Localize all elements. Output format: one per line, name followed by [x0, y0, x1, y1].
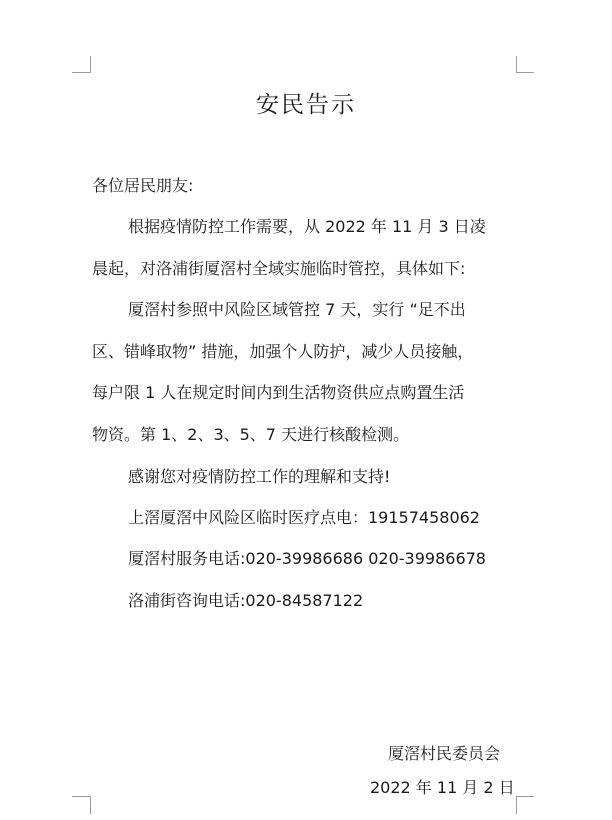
paragraph-2-line-1: 厦滘村参照中风险区域管控 7 天，实行 “足不出 — [128, 300, 466, 319]
page-title: 安民告示 — [256, 92, 356, 118]
signature-date: 2022 年 11 月 2 日 — [370, 778, 515, 797]
village-phone-line: 厦滘村服务电话:020-39986686 020-39986678 — [128, 549, 486, 568]
street-phone-line: 洛浦街咨询电话:020-84587122 — [128, 591, 364, 610]
salutation: 各位居民朋友: — [92, 176, 194, 195]
paragraph-1-line-2: 晨起，对洛浦街厦滘村全域实施临时管控，具体如下: — [92, 259, 466, 278]
paragraph-2-line-3: 每户限 1 人在规定时间内到生活物资供应点购置生活 — [92, 383, 465, 402]
paragraph-2-line-2: 区、错峰取物” 措施，加强个人防护，减少人员接触， — [92, 342, 474, 361]
signature-organization: 厦滘村民委员会 — [388, 744, 501, 763]
paragraph-1-line-1: 根据疫情防控工作需要，从 2022 年 11 月 3 日凌 — [128, 217, 486, 236]
paragraph-2-line-4: 物资。第 1、2、3、5、7 天进行核酸检测。 — [92, 425, 410, 444]
thanks-line: 感谢您对疫情防控工作的理解和支持! — [128, 467, 391, 486]
medical-phone-line: 上滘厦滘中风险区临时医疗点电：19157458062 — [128, 508, 480, 527]
